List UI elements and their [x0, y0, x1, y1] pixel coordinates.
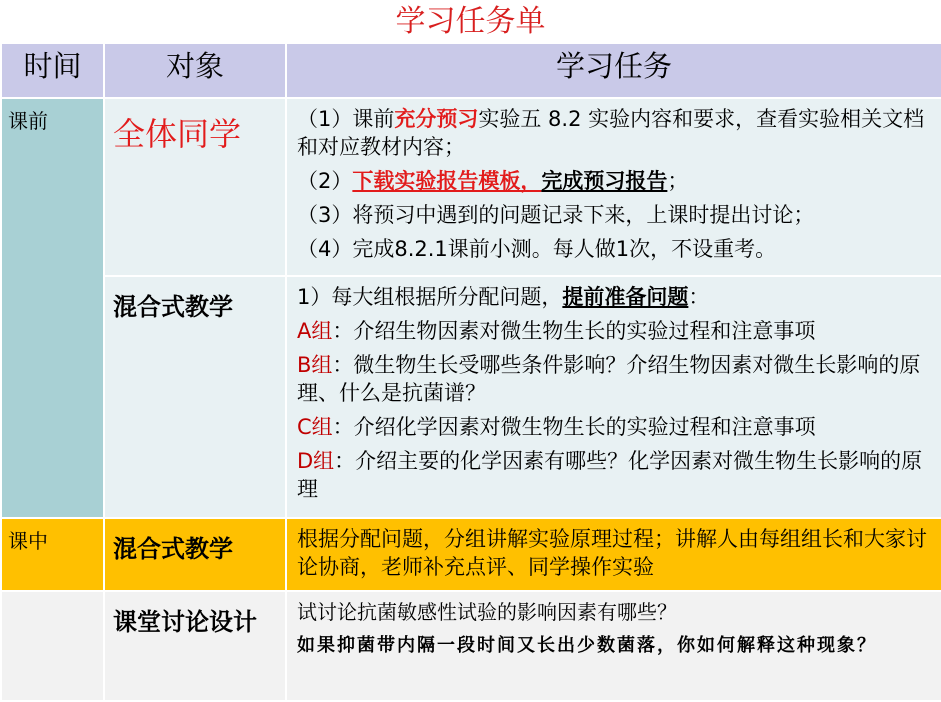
task-item-2-a: （2）: [297, 169, 353, 193]
mixed-intro-c: ：: [688, 285, 710, 309]
in-class-row: [1, 518, 941, 591]
task-item-2-d: ；: [667, 169, 689, 193]
object-all-students: [104, 98, 286, 276]
time-pre-class: 课前: [1, 98, 104, 518]
in-class-text: 根据分配问题，分组讲解实验原理过程；讲解人由每组组长和大家讨论协商，老师补充点评、同学操作实验: [297, 527, 927, 579]
download-template-link[interactable]: 下载实验报告模板，: [352, 169, 542, 193]
group-b-label: B组: [297, 353, 333, 377]
header-task: 学习任务: [286, 43, 941, 98]
time-in-class: 课中: [1, 518, 104, 591]
task-item-2: [297, 167, 933, 195]
mixed-intro-a: 1）每大组根据所分配问题，: [297, 285, 563, 309]
group-d-text: ：介绍主要的化学因素有哪些？化学因素对微生物生长影响的原理: [297, 449, 923, 501]
group-a-text: ：介绍生物因素对微生物生长的实验过程和注意事项: [332, 319, 816, 343]
task-item-2-report: 完成预习报告: [541, 169, 668, 193]
page-title: 学习任务单: [395, 4, 546, 39]
group-c-text: ：介绍化学因素对微生物生长的实验过程和注意事项: [332, 415, 816, 439]
group-a-label: A组: [297, 319, 333, 343]
task-mixed: [286, 276, 941, 518]
header-row: [1, 43, 941, 98]
discussion-row: [1, 591, 941, 701]
group-b: [297, 351, 933, 407]
group-a: [297, 317, 933, 345]
task-item-3: （3）将预习中遇到的问题记录下来，上课时提出讨论；: [297, 203, 815, 227]
mixed-teaching-row: [1, 276, 941, 518]
header-time: 时间: [1, 43, 104, 98]
discussion-q1: 试讨论抗菌敏感性试验的影响因素有哪些？: [297, 600, 677, 624]
task-item-1-highlight: 充分预习: [394, 107, 479, 131]
header-object: 对象: [104, 43, 286, 98]
group-d: [297, 447, 933, 503]
task-item-4: （4）完成8.2.1课前小测。每人做1次，不设重考。: [297, 237, 777, 261]
task-pre-class: [286, 98, 941, 276]
mixed-intro-highlight: 提前准备问题: [562, 285, 689, 309]
group-d-label: D组: [297, 449, 335, 473]
task-item-1-a: （1）课前: [297, 107, 395, 131]
group-b-text: ：微生物生长受哪些条件影响？介绍生物因素对微生长影响的原理、什么是抗菌谱？: [297, 353, 921, 405]
task-item-1-c: 实验五 8.2 实验内容和要求，查看实验相关文档和对应教材内容；: [297, 107, 925, 159]
group-c: [297, 413, 933, 441]
task-item-1: [297, 105, 933, 161]
object-discussion: 课堂讨论设计: [104, 591, 286, 701]
group-c-label: C组: [297, 415, 333, 439]
task-in-class: [286, 518, 941, 591]
object-all-students-label: 全体同学: [113, 115, 242, 153]
object-mixed-teaching: 混合式教学: [104, 276, 286, 518]
time-discussion-empty: [1, 591, 104, 701]
task-discussion: [286, 591, 941, 701]
mixed-intro: [297, 283, 933, 311]
object-in-class-mixed: 混合式教学: [104, 518, 286, 591]
pre-class-row: [1, 98, 941, 276]
discussion-q2: 如果抑菌带内隔一段时间又长出少数菌落，你如何解释这种现象？: [297, 635, 877, 656]
task-table: [0, 42, 941, 702]
